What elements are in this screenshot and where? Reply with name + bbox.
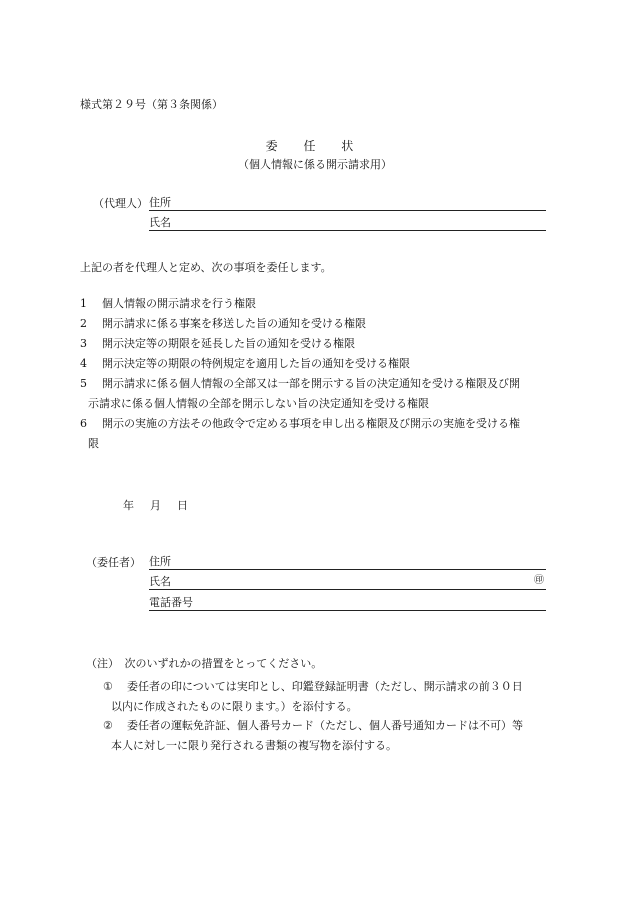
principal-phone-underline xyxy=(149,610,546,611)
authority-number: 6 xyxy=(80,417,87,430)
agent-address-label: 住所 xyxy=(149,196,171,209)
authority-text: 開示請求に係る事案を移送した旨の通知を受ける権限 xyxy=(102,317,366,330)
note-number: ② xyxy=(103,719,113,732)
note-item-1 xyxy=(103,681,555,712)
authority-number: 1 xyxy=(80,297,87,310)
principal-address-underline xyxy=(149,569,546,570)
agent-name-label: 氏名 xyxy=(149,216,171,229)
intro-text: 上記の者を代理人と定め、次の事項を委任します。 xyxy=(80,261,332,274)
authority-item-6 xyxy=(80,418,552,449)
agent-name-underline xyxy=(149,230,546,231)
document-title: 委 任 状 xyxy=(265,139,365,153)
authority-item-1 xyxy=(80,298,552,309)
principal-phone-label: 電話番号 xyxy=(149,596,193,609)
agent-name-field[interactable] xyxy=(149,217,546,231)
principal-name-label: 氏名 xyxy=(149,575,171,588)
date-day-label: 日 xyxy=(177,499,188,512)
principal-name-field[interactable] xyxy=(149,576,546,590)
note-number: ① xyxy=(103,680,113,693)
seal-mark-icon: ㊞ xyxy=(534,575,544,586)
date-field[interactable] xyxy=(123,500,204,511)
authority-text-continued: 限 xyxy=(88,437,99,450)
authority-number: 5 xyxy=(80,377,87,390)
authority-item-2 xyxy=(80,318,552,329)
authority-text: 開示の実施の方法その他政令で定める事項を申し出る権限及び開示の実施を受ける権 xyxy=(102,417,520,430)
authority-item-4 xyxy=(80,358,552,369)
document-subtitle: （個人情報に係る開示請求用） xyxy=(238,158,392,171)
principal-address-field[interactable] xyxy=(149,556,546,570)
note-heading: （注） 次のいずれかの措置をとってください。 xyxy=(86,657,323,670)
agent-role-label: （代理人） xyxy=(93,197,148,210)
principal-phone-field[interactable] xyxy=(149,597,546,611)
note-item-2 xyxy=(103,720,555,751)
principal-name-underline xyxy=(149,589,546,590)
authority-text: 開示決定等の期限の特例規定を適用した旨の通知を受ける権限 xyxy=(102,357,410,370)
principal-address-label: 住所 xyxy=(149,555,171,568)
note-text-continued: 本人に対し一に限り発行される書類の複写物を添付する。 xyxy=(111,739,397,752)
date-month-label: 月 xyxy=(150,499,161,512)
authority-text: 開示決定等の期限を延長した旨の通知を受ける権限 xyxy=(102,337,355,350)
authority-number: 4 xyxy=(80,357,87,370)
authority-item-3 xyxy=(80,338,552,349)
agent-address-field[interactable] xyxy=(149,197,546,211)
authority-number: 3 xyxy=(80,337,87,350)
note-text: 委任者の運転免許証、個人番号カード（ただし、個人番号通知カードは不可）等 xyxy=(127,719,523,732)
authority-number: 2 xyxy=(80,317,87,330)
authority-text: 開示請求に係る個人情報の全部又は一部を開示する旨の決定通知を受ける権限及び開 xyxy=(102,377,520,390)
authority-text: 個人情報の開示請求を行う権限 xyxy=(102,297,256,310)
note-text-continued: 以内に作成されたものに限ります。）を添付する。 xyxy=(111,700,358,713)
principal-role-label: （委任者） xyxy=(86,556,141,569)
note-text: 委任者の印については実印とし、印鑑登録証明書（ただし、開示請求の前３０日 xyxy=(127,680,523,693)
agent-address-underline xyxy=(149,210,546,211)
date-year-label: 年 xyxy=(123,499,134,512)
form-number: 様式第２９号（第３条関係） xyxy=(80,98,223,111)
authority-text-continued: 示請求に係る個人情報の全部を開示しない旨の決定通知を受ける権限 xyxy=(88,397,429,410)
authority-item-5 xyxy=(80,378,552,409)
